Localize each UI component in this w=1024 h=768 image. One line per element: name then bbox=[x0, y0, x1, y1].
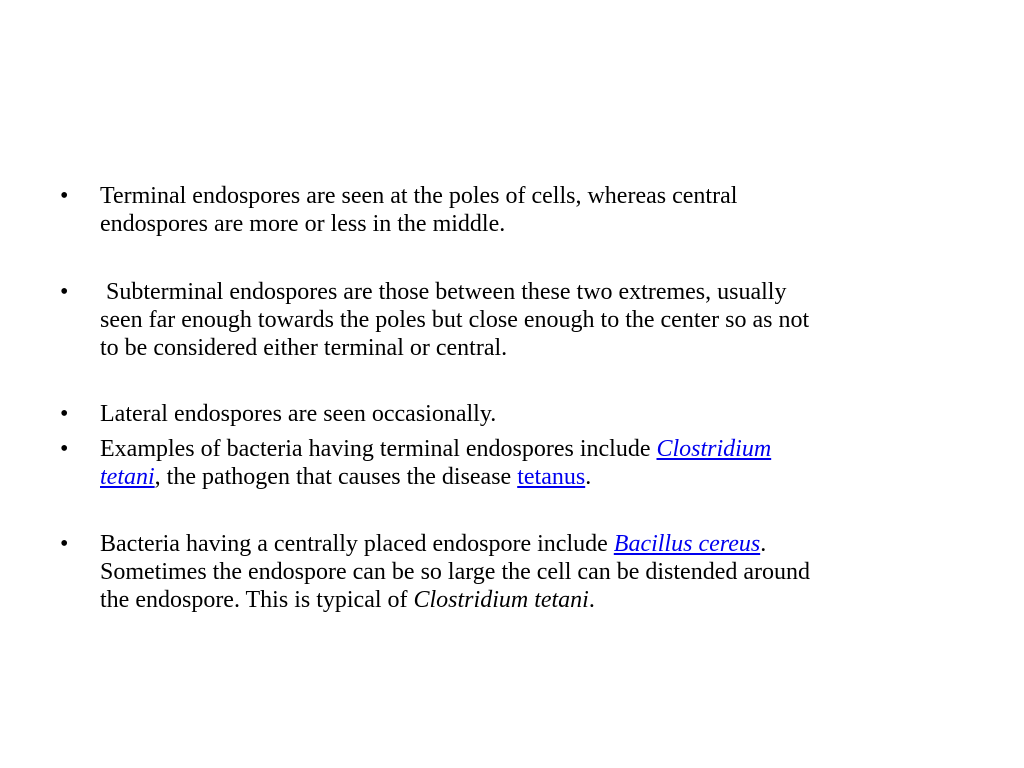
bullet-marker: • bbox=[60, 401, 69, 427]
bullet-text-segment: , the pathogen that causes the disease bbox=[154, 464, 518, 490]
clostridium-tetani-italic: Clostridium tetani bbox=[413, 587, 589, 613]
bullet-marker: • bbox=[60, 183, 69, 209]
bullet-text-segment: . bbox=[585, 464, 592, 490]
bullet-line bbox=[100, 586, 960, 614]
bullet-text bbox=[100, 530, 960, 614]
tetani-link[interactable]: tetani bbox=[100, 464, 155, 490]
bullet-text-segment: . bbox=[760, 531, 767, 557]
bullet-line: Terminal endospores are seen at the poles of cells, whereas central bbox=[100, 183, 738, 209]
bullet-line bbox=[100, 463, 960, 491]
bullet-text bbox=[100, 400, 960, 428]
bullet-line: endospores are more or less in the middle. bbox=[100, 211, 506, 237]
tetanus-link[interactable]: tetanus bbox=[517, 464, 586, 490]
bullet-line bbox=[100, 435, 960, 463]
bullet-text bbox=[100, 435, 960, 491]
bullet-marker: • bbox=[60, 531, 69, 557]
bullet-line: seen far enough towards the poles but close enough to the center so as not bbox=[100, 307, 810, 333]
bullet-line: Subterminal endospores are those between these two extremes, usually bbox=[100, 279, 787, 305]
bullet-line: to be considered either terminal or central. bbox=[100, 335, 508, 361]
bullet-text-segment: . bbox=[588, 587, 595, 613]
bullet-text-segment: Examples of bacteria having terminal endospores include bbox=[100, 436, 657, 462]
bullet-text-segment: Bacteria having a centrally placed endospore include bbox=[100, 531, 614, 557]
clostridium-link[interactable]: Clostridium bbox=[656, 436, 772, 462]
bullet-line: Sometimes the endospore can be so large the cell can be distended around bbox=[100, 559, 810, 585]
bullet-line bbox=[100, 530, 960, 558]
bullet-text bbox=[100, 182, 960, 238]
bullet-text-segment: the endospore. This is typical of bbox=[100, 587, 414, 613]
bullet-marker: • bbox=[60, 436, 69, 462]
bullet-text bbox=[100, 278, 960, 362]
bacillus-cereus-link[interactable]: Bacillus cereus bbox=[613, 531, 761, 557]
bullet-marker: • bbox=[60, 279, 69, 305]
bullet-line: Lateral endospores are seen occasionally. bbox=[100, 401, 497, 427]
